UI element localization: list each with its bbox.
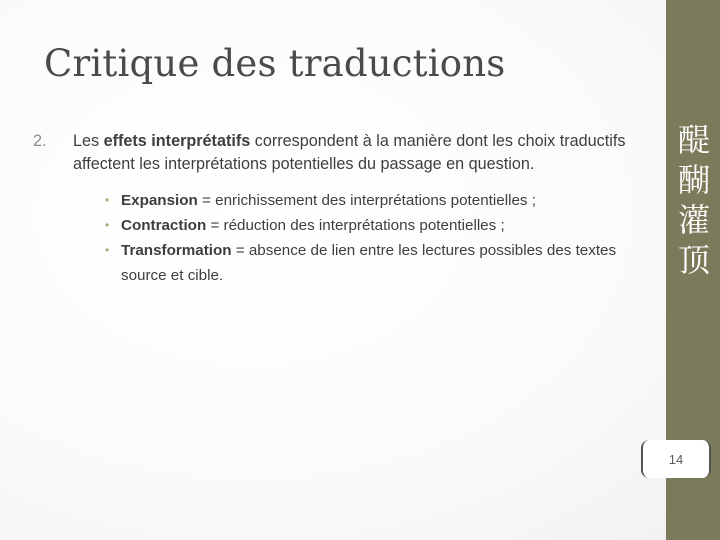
bullet-icon: • bbox=[105, 243, 110, 257]
sidebar-char: 灌 bbox=[677, 201, 710, 239]
item-lead: Les bbox=[73, 132, 104, 150]
sub-bullet-list bbox=[33, 188, 633, 288]
bullet-term: Contraction bbox=[121, 217, 207, 234]
list-item bbox=[104, 188, 633, 213]
bullet-text: = absence de lien entre les lectures possibles des textes source et cible. bbox=[121, 242, 617, 284]
bullet-term: Expansion bbox=[121, 192, 198, 209]
bullet-term: Transformation bbox=[121, 242, 232, 259]
bullet-icon: • bbox=[105, 193, 110, 207]
sidebar-char: 顶 bbox=[677, 241, 710, 279]
numbered-item bbox=[33, 130, 633, 176]
sidebar-char: 醐 bbox=[677, 161, 710, 199]
item-rest: correspondent à la manière dont les choix traductifs affectent les interprétations potentielles du passage en question. bbox=[73, 132, 626, 173]
item-bold-term: effets interprétatifs bbox=[103, 132, 251, 150]
slide-title: Critique des traductions bbox=[44, 42, 506, 85]
sidebar-vertical-text bbox=[674, 120, 714, 280]
bullet-icon: • bbox=[105, 218, 110, 232]
bullet-text: = enrichissement des interprétations potentielles ; bbox=[197, 192, 536, 209]
sidebar-char: 醍 bbox=[677, 121, 710, 159]
bullet-text: = réduction des interprétations potentielles ; bbox=[206, 217, 505, 234]
item-text bbox=[73, 130, 633, 176]
list-item bbox=[104, 238, 633, 288]
page-number: 14 bbox=[641, 440, 711, 478]
item-number: 2. bbox=[33, 132, 47, 150]
slide-content bbox=[33, 130, 633, 288]
list-item bbox=[104, 213, 633, 238]
